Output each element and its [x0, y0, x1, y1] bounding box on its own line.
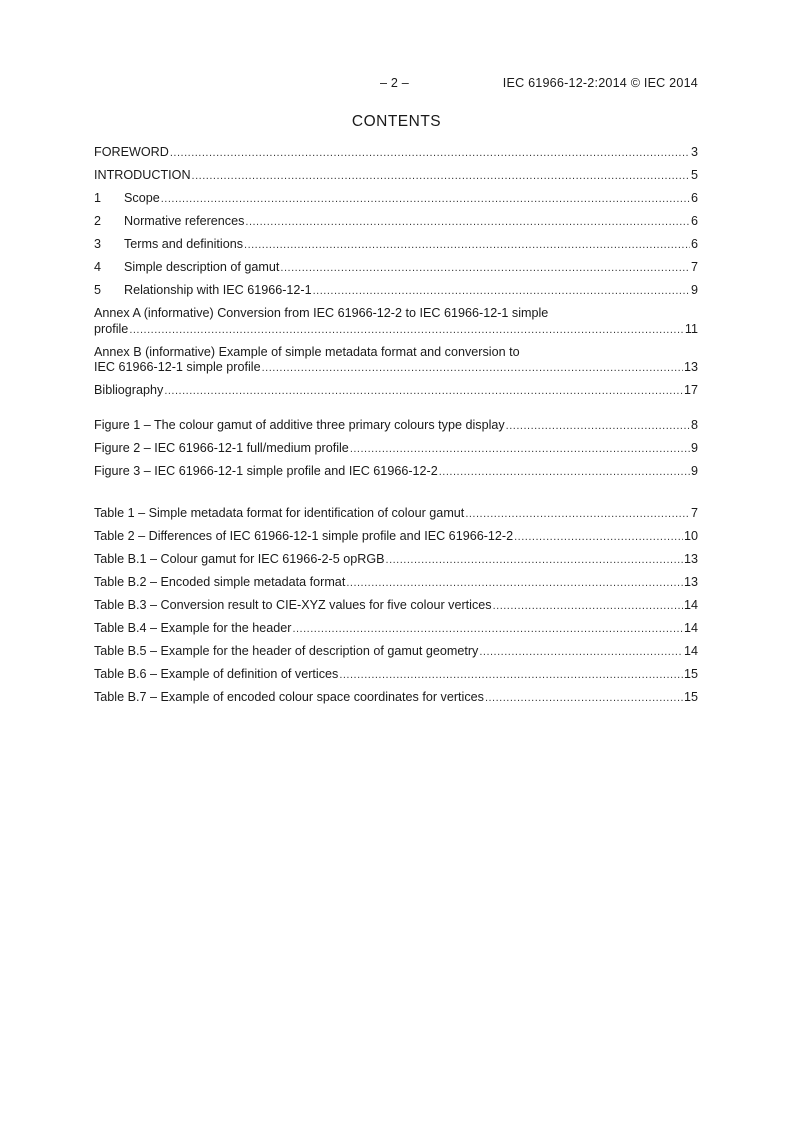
dot-leader	[465, 507, 690, 523]
figure-entry-text: Figure 2 – IEC 61966-12-1 full/medium profile	[94, 441, 349, 455]
table-entry[interactable]	[94, 506, 698, 523]
figure-entry-page: 8	[690, 418, 698, 432]
table-entry-text: Table B.4 – Example for the header	[94, 621, 292, 635]
figure-entry-text: Figure 3 – IEC 61966-12-1 simple profile and IEC 61966-12-2	[94, 464, 438, 478]
toc-entry-text: Normative references	[124, 214, 245, 228]
table-entry-text: Table B.7 – Example of encoded colour space coordinates for vertices	[94, 690, 484, 704]
toc-entry-page: 6	[690, 214, 698, 228]
table-entry[interactable]	[94, 667, 698, 684]
list-of-figures	[94, 418, 698, 487]
dot-leader	[339, 668, 683, 684]
toc-entry-clause-5[interactable]	[94, 283, 698, 300]
toc-entry-page: 5	[690, 168, 698, 182]
toc-entry-text: Terms and definitions	[124, 237, 244, 251]
toc-entry-clause-3[interactable]	[94, 237, 698, 254]
table-entry-page: 10	[683, 529, 698, 543]
table-entry[interactable]	[94, 598, 698, 615]
page-header	[94, 76, 698, 92]
table-entry-page: 13	[683, 552, 698, 566]
dot-leader	[164, 384, 683, 400]
toc-entry-text: INTRODUCTION	[94, 168, 191, 182]
table-entry-text: Table B.6 – Example of definition of vertices	[94, 667, 339, 681]
dot-leader	[493, 599, 683, 615]
dot-leader	[244, 238, 690, 254]
page-number: – 2 –	[380, 76, 410, 90]
toc-entry-page: 13	[683, 360, 698, 374]
dot-leader	[506, 419, 690, 435]
table-entry-text: Table B.2 – Encoded simple metadata format	[94, 575, 346, 589]
table-entry[interactable]	[94, 575, 698, 592]
toc-entry-page: 6	[690, 237, 698, 251]
clause-number: 4	[94, 260, 102, 274]
toc-entry-annex-a[interactable]	[94, 306, 698, 338]
clause-number: 3	[94, 237, 102, 251]
toc-entry-page: 11	[684, 321, 698, 336]
list-of-tables	[94, 506, 698, 713]
dot-leader	[485, 691, 683, 707]
toc-entry-page: 7	[690, 260, 698, 274]
figure-entry[interactable]	[94, 418, 698, 435]
dot-leader	[313, 284, 690, 300]
page-title: CONTENTS	[351, 113, 442, 130]
table-entry[interactable]	[94, 529, 698, 546]
clause-number: 5	[94, 283, 102, 297]
toc-entry-text-continued: IEC 61966-12-1 simple profile	[94, 360, 261, 374]
dot-leader	[245, 215, 690, 231]
figure-entry-text: Figure 1 – The colour gamut of additive three primary colours type display	[94, 418, 505, 432]
table-entry-text: Table B.1 – Colour gamut for IEC 61966-2-5 opRGB	[94, 552, 385, 566]
table-entry-page: 13	[683, 575, 698, 589]
toc-entry-clause-2[interactable]	[94, 214, 698, 231]
toc-entry-annex-b[interactable]	[94, 345, 698, 377]
table-entry[interactable]	[94, 552, 698, 569]
toc-entry-text: Scope	[124, 191, 160, 205]
toc-entry-text: Relationship with IEC 61966-12-1	[124, 283, 312, 297]
toc-entry-clause-4[interactable]	[94, 260, 698, 277]
toc-entry-clause-1[interactable]	[94, 191, 698, 208]
toc-entry-page: 3	[690, 145, 698, 159]
dot-leader	[386, 553, 683, 569]
toc-entry-text-continued: profile	[94, 321, 129, 336]
table-entry-text: Table 2 – Differences of IEC 61966-12-1 simple profile and IEC 61966-12-2	[94, 529, 514, 543]
table-entry-page: 7	[690, 506, 698, 520]
toc-entry-introduction[interactable]	[94, 168, 698, 185]
clause-number: 2	[94, 214, 102, 228]
toc-entry-page: 17	[683, 383, 698, 397]
table-entry-page: 15	[683, 667, 698, 681]
table-entry-page: 14	[683, 644, 698, 658]
table-entry[interactable]	[94, 690, 698, 707]
toc-entry-page: 6	[690, 191, 698, 205]
table-entry-text: Table 1 – Simple metadata format for identification of colour gamut	[94, 506, 465, 520]
table-entry-text: Table B.3 – Conversion result to CIE-XYZ values for five colour vertices	[94, 598, 492, 612]
clause-number: 1	[94, 191, 102, 205]
table-entry-text: Table B.5 – Example for the header of description of gamut geometry	[94, 644, 479, 658]
figure-entry[interactable]	[94, 464, 698, 481]
contents-list	[94, 145, 698, 406]
toc-entry-text: FOREWORD	[94, 145, 169, 159]
dot-leader	[129, 323, 684, 339]
dot-leader	[350, 442, 690, 458]
dot-leader	[479, 645, 683, 661]
toc-entry-text: Annex B (informative) Example of simple metadata format and conversion to	[94, 344, 520, 359]
dot-leader	[262, 361, 683, 377]
table-entry-page: 15	[683, 690, 698, 704]
toc-entry-text: Bibliography	[94, 383, 164, 397]
dot-leader	[346, 576, 683, 592]
toc-entry-text: Simple description of gamut	[124, 260, 280, 274]
table-entry-page: 14	[683, 598, 698, 612]
figure-entry-page: 9	[690, 441, 698, 455]
dot-leader	[192, 169, 690, 185]
figure-entry[interactable]	[94, 441, 698, 458]
table-entry[interactable]	[94, 644, 698, 661]
dot-leader	[292, 622, 683, 638]
toc-entry-foreword[interactable]	[94, 145, 698, 162]
figure-entry-page: 9	[690, 464, 698, 478]
table-entry[interactable]	[94, 621, 698, 638]
dot-leader	[170, 146, 690, 162]
dot-leader	[161, 192, 690, 208]
dot-leader	[514, 530, 683, 546]
dot-leader	[439, 465, 690, 481]
document-reference: IEC 61966-12-2:2014 © IEC 2014	[502, 76, 698, 90]
toc-entry-text: Annex A (informative) Conversion from IEC 61966-12-2 to IEC 61966-12-1 simple	[94, 306, 549, 320]
toc-entry-page: 9	[690, 283, 698, 297]
toc-entry-bibliography[interactable]	[94, 383, 698, 400]
dot-leader	[280, 261, 690, 277]
table-entry-page: 14	[683, 621, 698, 635]
